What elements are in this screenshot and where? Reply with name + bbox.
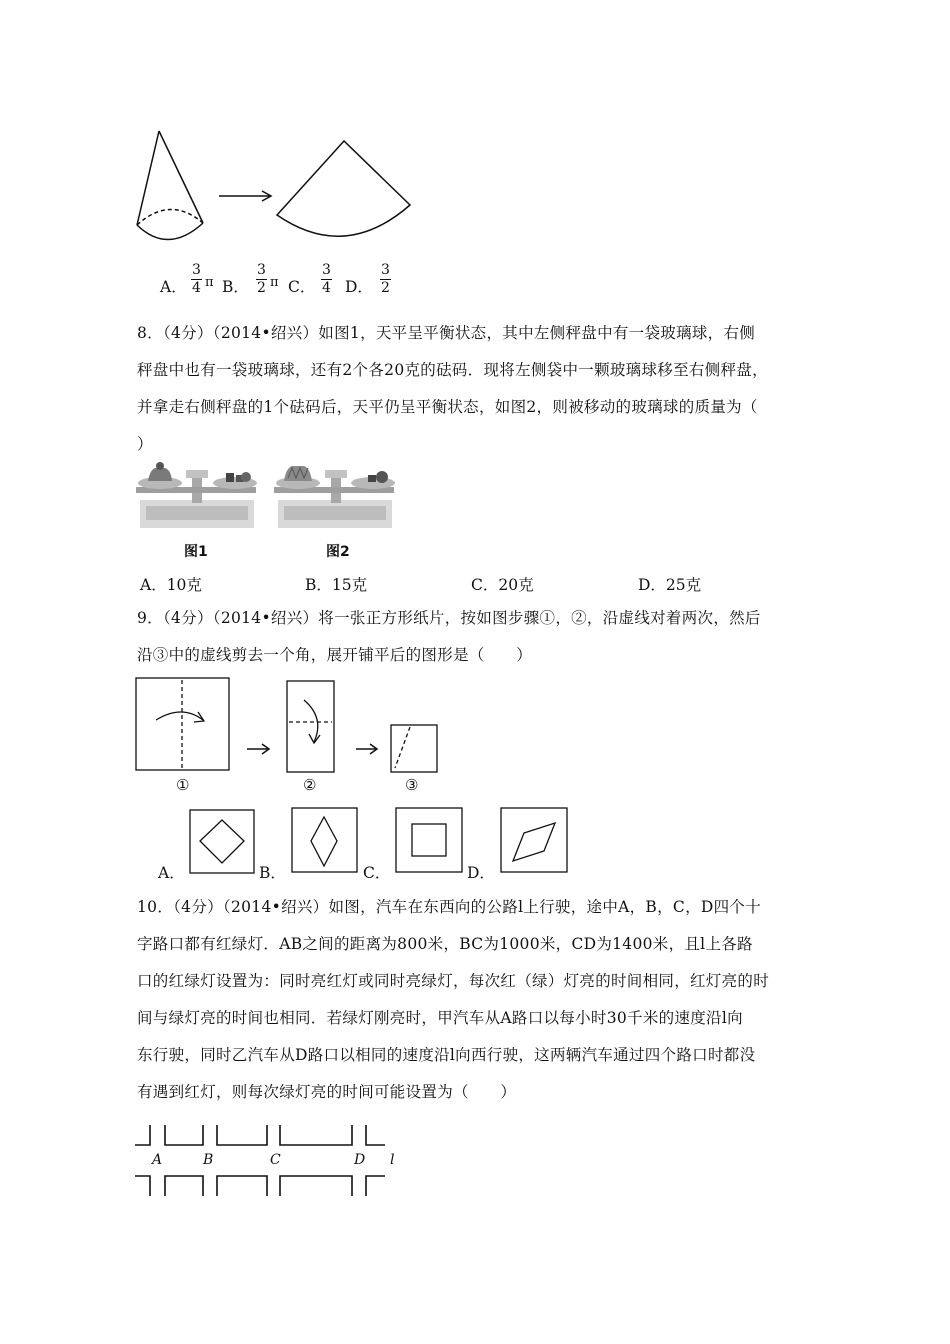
q10-line-5: 东行驶，同时乙汽车从D路口以相同的速度沿l向西行驶，这两辆汽车通过四个路口时都没	[137, 1046, 756, 1064]
q8-line-1: 8．（4分）（2014•绍兴）如图1，天平呈平衡状态，其中左侧秤盘中有一袋玻璃球，右侧	[137, 324, 756, 342]
denominator: 4	[192, 280, 201, 296]
denominator: 4	[322, 280, 331, 296]
q7-option-a-pi: π	[205, 275, 214, 290]
q7-option-d-letter: D．	[345, 278, 373, 296]
numerator: 3	[381, 262, 390, 278]
q10-line-2: 字路口都有红绿灯．AB之间的距离为800米，BC为1000米，CD为1400米，且l上各路	[137, 935, 753, 953]
road-label-l: l	[390, 1152, 395, 1168]
denominator: 2	[381, 280, 390, 296]
q8-line-2: 秤盘中也有一袋玻璃球，还有2个各20克的砝码．现将左侧袋中一颗玻璃球移至右侧秤盘，	[137, 361, 768, 379]
q9-line-2: 沿③中的虚线剪去一个角，展开铺平后的图形是（ ）	[137, 646, 533, 664]
q8-option-c: C．20克	[471, 576, 534, 594]
q8-line-4: ）	[137, 435, 153, 453]
q8-option-b: B．15克	[305, 576, 368, 594]
q9-option-a-letter: A．	[158, 864, 185, 882]
road-label-d: D	[354, 1152, 366, 1168]
road-label-b: B	[203, 1152, 214, 1168]
q10-line-6: 有遇到红灯，则每次绿灯亮的时间可能设置为（ ）	[137, 1083, 517, 1101]
q8-line-3: 并拿走右侧秤盘的1个砝码后，天平仍呈平衡状态，如图2，则被移动的玻璃球的质量为（	[137, 398, 758, 416]
numerator: 3	[192, 262, 201, 278]
q9-option-d-letter: D．	[467, 864, 495, 882]
q10-line-4: 间与绿灯亮的时间也相同．若绿灯刚亮时，甲汽车从A路口以每小时30千米的速度沿l向	[137, 1009, 743, 1027]
road-label-a: A	[152, 1152, 163, 1168]
q10-line-3: 口的红绿灯设置为：同时亮红灯或同时亮绿灯，每次红（绿）灯亮的时间相同，红灯亮的时	[137, 972, 770, 990]
numerator: 3	[322, 262, 331, 278]
q7-option-c-letter: C．	[288, 278, 316, 296]
denominator: 2	[257, 280, 266, 296]
step-2-label: ②	[303, 776, 317, 794]
q7-option-b-pi: π	[270, 275, 279, 290]
step-3-label: ③	[405, 776, 419, 794]
fig1-label: 图1	[184, 544, 208, 560]
q8-option-d: D．25克	[638, 576, 702, 594]
q7-option-a-letter: A．	[160, 278, 187, 296]
fig2-label: 图2	[326, 544, 350, 560]
road-label-c: C	[270, 1152, 281, 1168]
q8-option-a: A．10克	[140, 576, 202, 594]
numerator: 3	[257, 262, 266, 278]
q7-option-b-letter: B．	[222, 278, 249, 296]
q10-line-1: 10．（4分）（2014•绍兴）如图，汽车在东西向的公路l上行驶，途中A，B，C，D四个十	[137, 898, 762, 916]
q9-option-b-letter: B．	[259, 864, 286, 882]
q9-option-c-letter: C．	[363, 864, 391, 882]
step-1-label: ①	[176, 776, 190, 794]
q9-line-1: 9．（4分）（2014•绍兴）将一张正方形纸片，按如图步骤①，②，沿虚线对着两次，然后	[137, 609, 761, 627]
